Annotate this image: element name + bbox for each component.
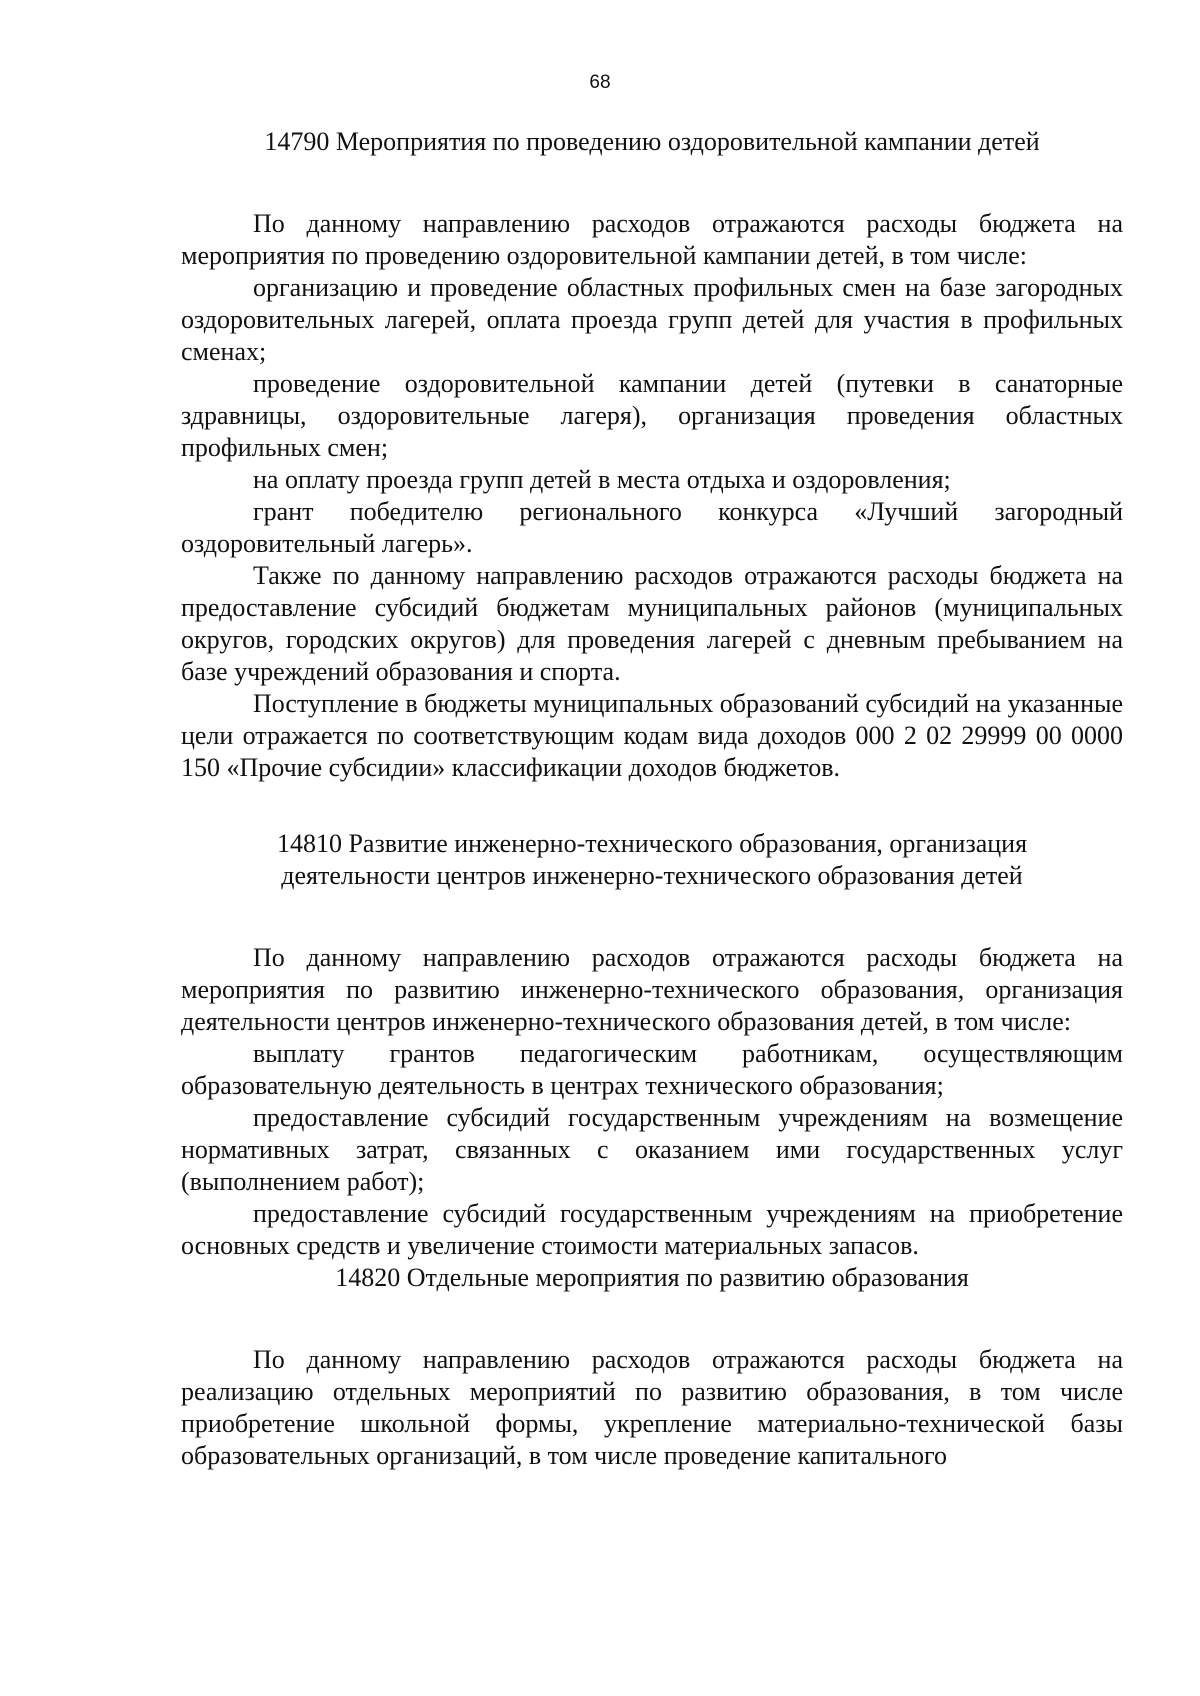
- list-item: на оплату проезда групп детей в места отдыха и оздоровления;: [253, 465, 951, 494]
- list-item: предоставление субсидий государственным учреждениям на приобретение основных средств и увеличение стоимости материальных запасов.: [181, 1199, 1123, 1260]
- document-body: [181, 126, 1123, 1472]
- list-item: выплату грантов педагогическим работникам, осуществляющим образовательную деятельность в центрах технического образования;: [181, 1039, 1123, 1100]
- section-14790: [181, 126, 1123, 784]
- paragraph: Также по данному направлению расходов отражаются расходы бюджета на предоставление субсидий бюджетам муниципальных районов (муниципальных округов, городских округов) для проведения лагерей с дневным пребыванием на базе учреждений образования и спорта.: [181, 561, 1123, 686]
- list-item: грант победителю регионального конкурса «Лучший загородный оздоровительный лагерь».: [181, 497, 1123, 558]
- section-heading: 14820 Отдельные мероприятия по развитию образования: [335, 1263, 969, 1292]
- paragraph: Поступление в бюджеты муниципальных образований субсидий на указанные цели отражается по соответствующим кодам вида доходов 000 2 02 29999 00 0000 150 «Прочие субсидии» классификации доходов бюджетов.: [181, 689, 1123, 782]
- list-item: проведение оздоровительной кампании детей (путевки в санаторные здравницы, оздоровительные лагеря), организация проведения областных профильных смен;: [181, 369, 1123, 462]
- paragraph: По данному направлению расходов отражаются расходы бюджета на мероприятия по развитию инженерно-технического образования, организация деятельности центров инженерно-технического образования детей, в том числе:: [181, 943, 1123, 1036]
- paragraph: По данному направлению расходов отражаются расходы бюджета на мероприятия по проведению оздоровительной кампании детей, в том числе:: [181, 209, 1123, 270]
- section-heading: 14790 Мероприятия по проведению оздоровительной кампании детей: [264, 127, 1040, 156]
- list-item: организацию и проведение областных профильных смен на базе загородных оздоровительных лагерей, оплата проезда групп детей для участия в профильных сменах;: [181, 273, 1123, 366]
- list-item: предоставление субсидий государственным учреждениям на возмещение нормативных затрат, связанных с оказанием ими государственных услуг (выполнением работ);: [181, 1103, 1123, 1196]
- section-heading-line-2: деятельности центров инженерно-технического образования детей: [281, 861, 1023, 890]
- section-heading-line-1: 14810 Развитие инженерно-технического образования, организация: [276, 829, 1028, 858]
- paragraph: По данному направлению расходов отражаются расходы бюджета на реализацию отдельных мероприятий по развитию образования, в том числе приобретение школьной формы, укрепление материально-технической базы образовательных организаций, в том числе проведение капитального: [181, 1345, 1123, 1470]
- page-number: 68: [589, 72, 611, 93]
- section-14820: [181, 1262, 1123, 1472]
- section-14810: [181, 828, 1123, 1262]
